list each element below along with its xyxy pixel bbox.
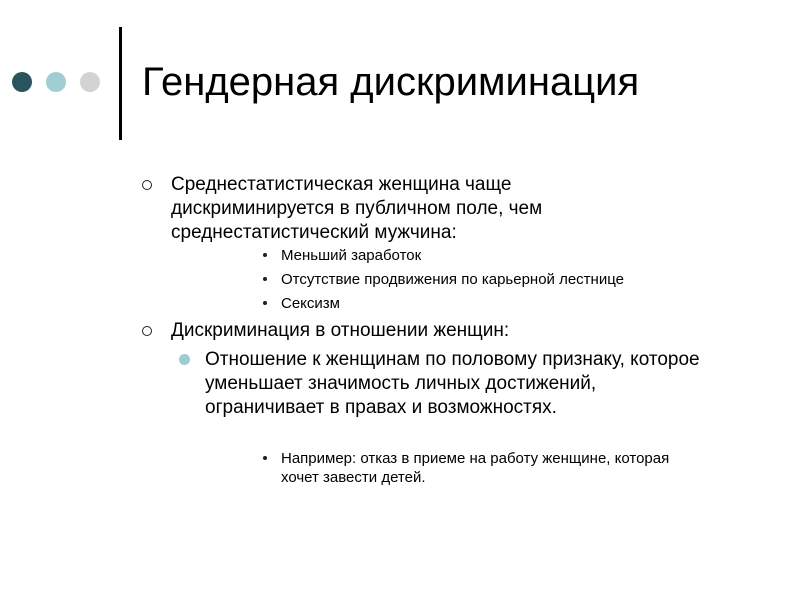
small-dot-bullet-icon xyxy=(263,253,267,257)
bullet-text: Среднестатистическая женщина чаще дискриминируется в публичном поле, чем среднестатистический мужчина: xyxy=(171,174,543,243)
filled-circle-bullet-icon xyxy=(179,354,190,365)
bullet-item-discrimination xyxy=(171,319,731,343)
bullet-text: Отношение к женщинам по половому признаку, которое уменьшает значимость личных достижений, ограничивает в правах и возможностях. xyxy=(205,349,700,418)
bullet-item-statistics xyxy=(171,173,616,245)
hollow-circle-bullet-icon xyxy=(142,180,152,190)
small-dot-bullet-icon xyxy=(263,456,267,460)
sub-bullet-text: Сексизм xyxy=(281,295,340,312)
bullet-item-attitude xyxy=(205,348,705,420)
small-dot-bullet-icon xyxy=(263,277,267,281)
hollow-circle-bullet-icon xyxy=(142,326,152,336)
small-dot-bullet-icon xyxy=(263,301,267,305)
sub-bullet-text: Отсутствие продвижения по карьерной лестнице xyxy=(281,271,624,288)
sub-bullet-item-sexism xyxy=(281,294,741,313)
sub-bullet-item-salary xyxy=(281,246,741,265)
sub-bullet-text: Например: отказ в приеме на работу женщине, которая хочет завести детей. xyxy=(281,450,670,486)
sub-bullet-item-example xyxy=(281,449,701,487)
bullet-text: Дискриминация в отношении женщин: xyxy=(171,320,510,341)
sub-bullet-item-career xyxy=(281,270,741,289)
sub-bullet-text: Меньший заработок xyxy=(281,247,422,264)
slide-title: Гендерная дискриминация xyxy=(142,60,640,104)
